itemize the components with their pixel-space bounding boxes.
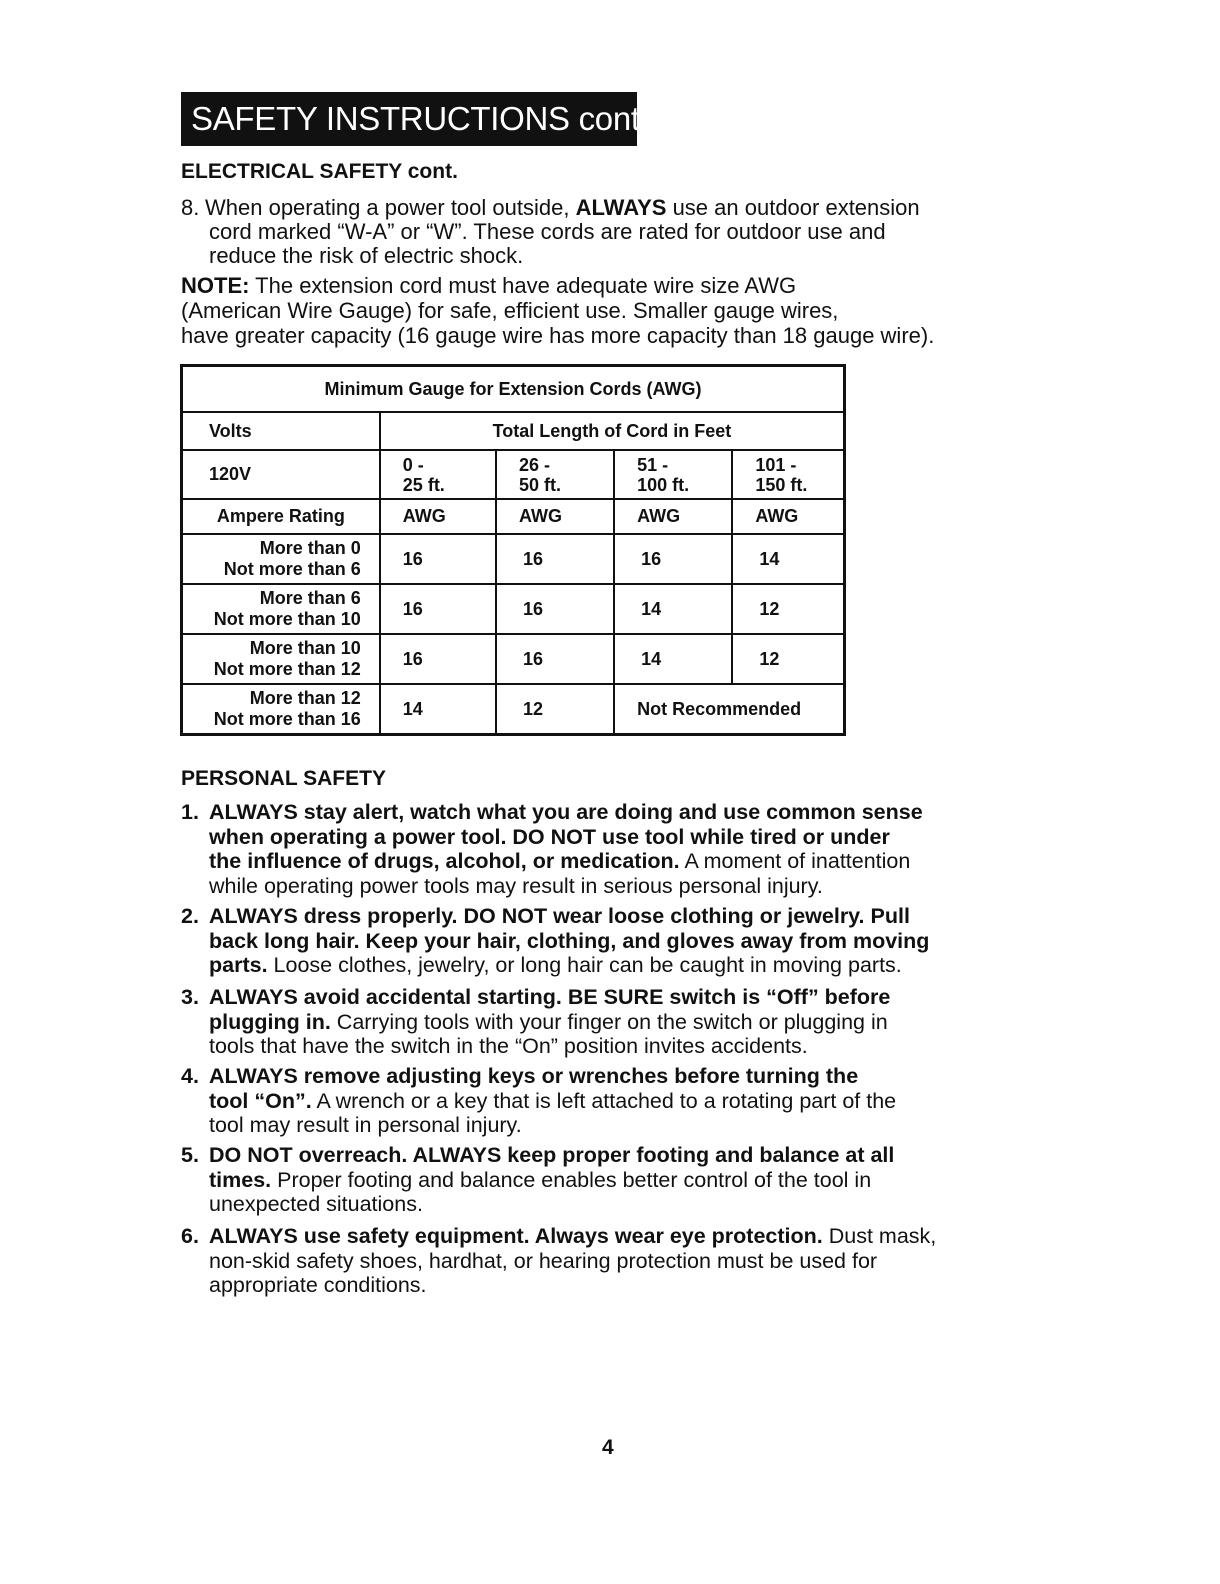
note-line-2: (American Wire Gauge) for safe, efficient use. Smaller gauge wires, — [181, 298, 839, 323]
safety-item-line — [209, 1010, 888, 1035]
safety-item-line — [209, 1143, 894, 1168]
length-range: 51 - 100 ft. — [614, 450, 732, 499]
bold-text: times. — [209, 1167, 272, 1192]
safety-item-line — [209, 1273, 427, 1298]
safety-item-line — [209, 985, 890, 1010]
normal-text: while operating power tools may result in serious personal injury. — [209, 873, 823, 898]
item-number: 8. — [181, 195, 200, 220]
item-number: 5. — [181, 1143, 199, 1167]
bold-text: when operating a power tool. DO NOT use tool while tired or under — [209, 824, 890, 849]
gauge-value: 16 — [614, 534, 732, 584]
safety-item-line — [209, 1034, 808, 1059]
section-banner: SAFETY INSTRUCTIONS cont. — [181, 92, 637, 146]
ampere-rating-header: Ampere Rating — [182, 499, 380, 534]
gauge-value: 12 — [732, 584, 844, 634]
safety-item-line — [209, 953, 902, 978]
gauge-value: 14 — [380, 684, 496, 735]
safety-item-line — [209, 1249, 877, 1274]
normal-text: non-skid safety shoes, hardhat, or hearing protection must be used for — [209, 1248, 878, 1273]
safety-item-line — [209, 1113, 522, 1138]
safety-item-line — [209, 1089, 896, 1114]
normal-text: Carrying tools with your finger on the switch or plugging in — [330, 1009, 888, 1034]
bold-text: DO NOT overreach. ALWAYS keep proper footing and balance at all — [209, 1143, 895, 1167]
bold-text: ALWAYS avoid accidental starting. BE SURE switch is “Off” before — [209, 985, 891, 1009]
awg-header: AWG — [496, 499, 614, 534]
safety-item-line — [209, 929, 929, 954]
note-line-3: have greater capacity (16 gauge wire has more capacity than 18 gauge wire). — [181, 323, 935, 348]
gauge-value: 16 — [496, 634, 614, 684]
table-row — [182, 684, 845, 735]
extension-cord-gauge-table — [180, 364, 846, 736]
safety-item-line — [209, 874, 823, 899]
personal-safety-heading: PERSONAL SAFETY — [181, 767, 386, 790]
ampere-range: More than 0 Not more than 6 — [182, 534, 380, 584]
safety-item-line — [209, 1224, 936, 1249]
gauge-value: 14 — [614, 634, 732, 684]
awg-header: AWG — [614, 499, 732, 534]
item-8-line-2: cord marked “W-A” or “W”. These cords are rated for outdoor use and — [209, 219, 886, 244]
ampere-range: More than 10 Not more than 12 — [182, 634, 380, 684]
electrical-safety-heading: ELECTRICAL SAFETY cont. — [181, 160, 458, 183]
normal-text: Loose clothes, jewelry, or long hair can be caught in moving parts. — [267, 953, 902, 977]
length-range: 26 - 50 ft. — [496, 450, 614, 499]
safety-item-line — [209, 1192, 423, 1217]
bold-text: ALWAYS use safety equipment. Always wear eye protection. — [209, 1224, 823, 1248]
ampere-range: More than 12 Not more than 16 — [182, 684, 380, 735]
safety-item-line — [209, 1168, 871, 1193]
normal-text: appropriate conditions. — [209, 1273, 427, 1297]
normal-text: tools that have the switch in the “On” position invites accidents. — [209, 1034, 808, 1058]
table-row — [182, 534, 845, 584]
awg-header: AWG — [380, 499, 496, 534]
bold-text: ALWAYS stay alert, watch what you are doing and use common sense — [209, 800, 923, 824]
item-8-line-3: reduce the risk of electric shock. — [209, 243, 524, 268]
table-row — [182, 634, 845, 684]
gauge-value: 12 — [732, 634, 844, 684]
normal-text: unexpected situations. — [209, 1192, 423, 1216]
item-number: 2. — [181, 904, 199, 928]
bold-text: ALWAYS remove adjusting keys or wrenches before turning the — [209, 1064, 859, 1088]
length-header: Total Length of Cord in Feet — [380, 412, 845, 450]
normal-text: A moment of inattention — [679, 849, 911, 873]
gauge-value: 16 — [496, 534, 614, 584]
safety-item-line — [209, 1064, 858, 1089]
normal-text: tool may result in personal injury. — [209, 1113, 522, 1137]
gauge-value: 14 — [732, 534, 844, 584]
length-range: 101 - 150 ft. — [732, 450, 844, 499]
gauge-value: 16 — [380, 634, 496, 684]
gauge-value: 12 — [496, 684, 614, 735]
gauge-value: 16 — [380, 584, 496, 634]
gauge-value: 14 — [614, 584, 732, 634]
not-recommended-cell: Not Recommended — [614, 684, 844, 735]
safety-item-line — [209, 825, 890, 850]
gauge-value: 16 — [496, 584, 614, 634]
item-number: 6. — [181, 1224, 199, 1248]
bold-text: ALWAYS dress properly. DO NOT wear loose clothing or jewelry. Pull — [209, 904, 910, 928]
bold-text: parts. — [209, 953, 268, 977]
gauge-value: 16 — [380, 534, 496, 584]
item-number: 3. — [181, 985, 199, 1009]
voltage-cell: 120V — [182, 450, 380, 499]
ampere-range: More than 6 Not more than 10 — [182, 584, 380, 634]
safety-item-line — [209, 904, 910, 929]
bold-text: tool “On”. — [209, 1088, 312, 1113]
volts-header: Volts — [182, 412, 380, 450]
page-number: 4 — [602, 1436, 614, 1459]
note-line-1: NOTE: The extension cord must have adequate wire size AWG — [181, 273, 797, 298]
item-8-line-1: When operating a power tool outside, ALWAYS use an outdoor extension — [205, 195, 920, 220]
awg-header: AWG — [732, 499, 844, 534]
table-row — [182, 584, 845, 634]
table-title: Minimum Gauge for Extension Cords (AWG) — [182, 366, 845, 413]
normal-text: A wrench or a key that is left attached to a rotating part of the — [311, 1088, 897, 1113]
bold-text: plugging in. — [209, 1009, 331, 1034]
item-number: 1. — [181, 800, 199, 824]
bold-text: back long hair. Keep your hair, clothing, and gloves away from moving — [209, 928, 930, 953]
safety-item-line — [209, 800, 923, 825]
item-number: 4. — [181, 1064, 199, 1088]
normal-text: Proper footing and balance enables better control of the tool in — [271, 1167, 872, 1192]
length-range: 0 - 25 ft. — [380, 450, 496, 499]
safety-item-line — [209, 849, 910, 874]
bold-text: the influence of drugs, alcohol, or medication. — [209, 849, 680, 873]
normal-text: Dust mask, — [822, 1224, 937, 1248]
